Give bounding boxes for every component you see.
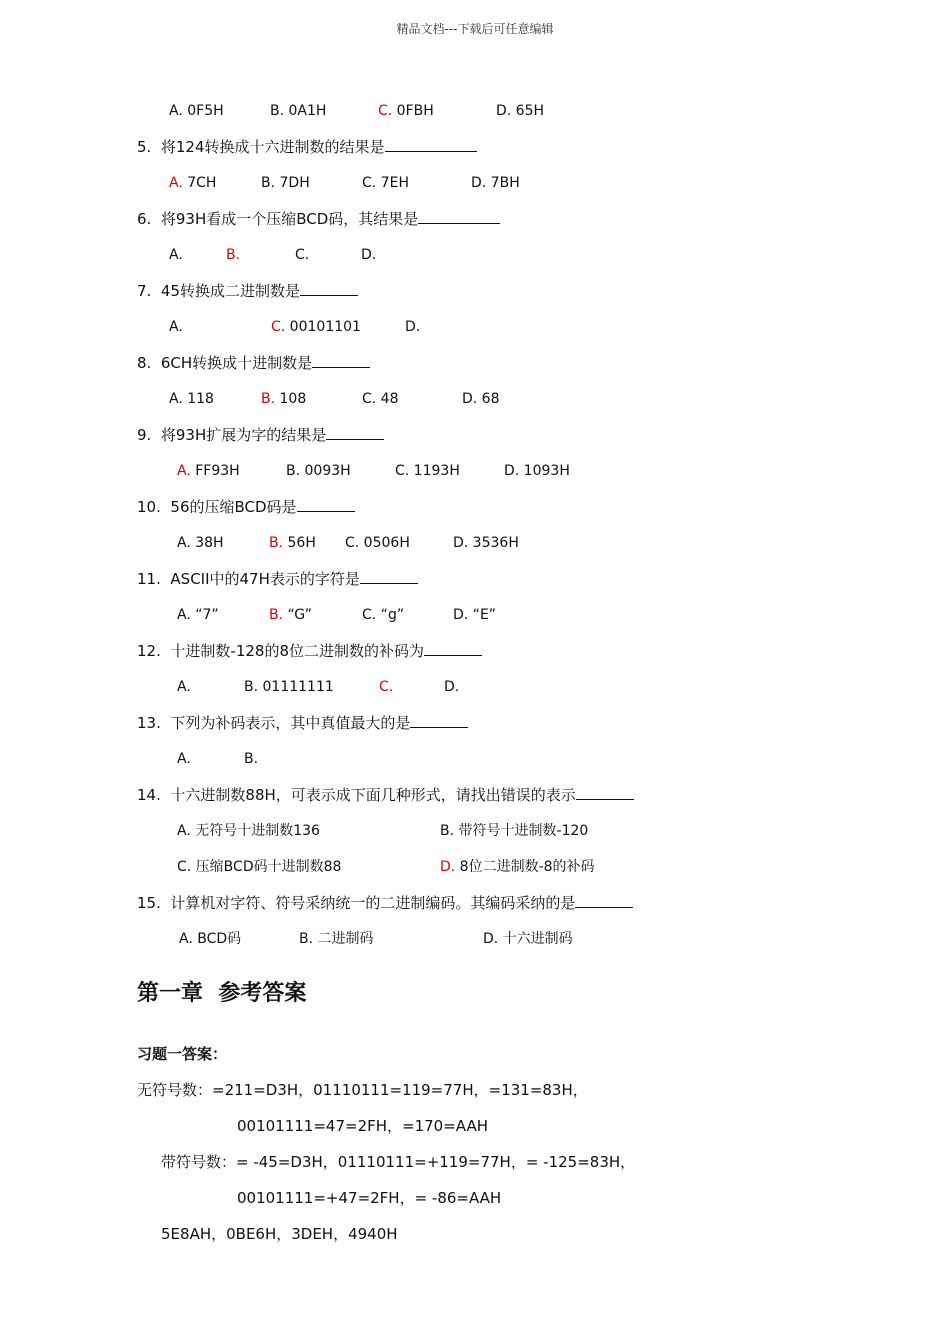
option-text: 7BH xyxy=(486,175,520,191)
question-number: 14. xyxy=(137,786,171,804)
option-letter: D. xyxy=(496,103,512,119)
answer-line: 00101111=47=2FH，=170=AAH xyxy=(237,1117,489,1135)
option xyxy=(271,317,361,337)
question-5 xyxy=(137,137,477,157)
option xyxy=(177,749,191,769)
chapter-title: 第一章 参考答案 xyxy=(137,981,307,1006)
option-letter: A. xyxy=(179,931,193,947)
option-text: 3536H xyxy=(468,535,519,551)
option xyxy=(453,533,519,553)
question-number: 13. xyxy=(137,714,171,732)
option-letter: C. xyxy=(362,391,377,407)
option-text: 108 xyxy=(275,391,307,407)
option-letter: B. xyxy=(244,679,259,695)
option-letter: D. xyxy=(440,859,456,875)
option-letter: D. xyxy=(483,931,499,947)
option xyxy=(169,245,183,265)
option xyxy=(405,317,420,337)
answer-blank xyxy=(576,785,634,800)
option xyxy=(177,821,320,841)
option-text: 0506H xyxy=(359,535,410,551)
answer-blank xyxy=(424,641,482,656)
option-text: 7DH xyxy=(275,175,310,191)
option-letter: D. xyxy=(504,463,520,479)
answer-line: 00101111=+47=2FH，= -86=AAH xyxy=(237,1189,502,1207)
option xyxy=(286,461,351,481)
question-number: 10. xyxy=(137,498,171,516)
option-text: 无符号十进制数136 xyxy=(190,823,320,839)
option-letter: A. xyxy=(169,103,183,119)
option-text: FF93H xyxy=(190,463,240,479)
option xyxy=(295,245,309,265)
option xyxy=(226,245,240,265)
option xyxy=(270,101,326,121)
option-text: “E” xyxy=(468,607,497,623)
option-text: 1193H xyxy=(409,463,460,479)
option xyxy=(379,677,393,697)
option-text: “7” xyxy=(190,607,219,623)
option-text: 7CH xyxy=(182,175,217,191)
option-text: 56H xyxy=(283,535,316,551)
option-text: 118 xyxy=(182,391,214,407)
question-6 xyxy=(137,209,500,229)
option xyxy=(378,101,434,121)
question-text: ASCII中的47H表示的字符是 xyxy=(170,570,360,588)
option xyxy=(471,173,520,193)
option xyxy=(462,389,500,409)
option xyxy=(177,533,224,553)
question-number: 15. xyxy=(137,894,171,912)
option xyxy=(177,461,240,481)
answer-blank xyxy=(418,209,500,224)
option-text: 8位二进制数-8的补码 xyxy=(455,859,595,875)
answer-blank xyxy=(575,893,633,908)
option xyxy=(361,245,376,265)
answer-blank xyxy=(410,713,468,728)
option xyxy=(177,605,219,625)
option-text: 0A1H xyxy=(284,103,327,119)
option xyxy=(177,677,191,697)
option-text: 0F5H xyxy=(182,103,224,119)
option xyxy=(169,389,214,409)
option-letter: B. xyxy=(440,823,455,839)
option-letter: B. xyxy=(270,103,285,119)
option xyxy=(169,317,183,337)
question-text: 45转换成二进制数是 xyxy=(160,282,300,300)
question-text: 下列为补码表示，其中真值最大的是 xyxy=(170,714,411,732)
question-text: 十六进制数88H，可表示成下面几种形式，请找出错误的表示 xyxy=(170,786,576,804)
question-text: 将124转换成十六进制数的结果是 xyxy=(160,138,385,156)
option-text: BCD码 xyxy=(192,931,242,947)
option-letter: C. xyxy=(378,103,393,119)
option xyxy=(440,857,595,877)
option-letter: C. xyxy=(345,535,360,551)
option-letter: D. xyxy=(444,679,460,695)
question-10 xyxy=(137,497,355,517)
option xyxy=(345,533,410,553)
option-letter: A. xyxy=(177,751,191,767)
option-letter: A. xyxy=(177,535,191,551)
question-13 xyxy=(137,713,468,733)
answer-line: 5E8AH，0BE6H，3DEH，4940H xyxy=(161,1225,398,1243)
option-letter: D. xyxy=(471,175,487,191)
question-9 xyxy=(137,425,384,445)
question-14 xyxy=(137,785,634,805)
option xyxy=(362,173,409,193)
answer-blank xyxy=(360,569,418,584)
option-text: 二进制码 xyxy=(313,931,374,947)
option xyxy=(504,461,570,481)
answer-line: 无符号数：=211=D3H，01110111=119=77H，=131=83H， xyxy=(137,1081,588,1099)
option-text: 68 xyxy=(477,391,500,407)
option xyxy=(261,173,310,193)
question-number: 11. xyxy=(137,570,171,588)
question-number: 7. xyxy=(137,282,161,300)
answer-blank xyxy=(385,137,477,152)
question-text: 6CH转换成十进制数是 xyxy=(160,354,313,372)
option-letter: A. xyxy=(169,391,183,407)
page-header: 精品文档---下载后可任意编辑 xyxy=(396,22,554,36)
option-text: 0093H xyxy=(300,463,351,479)
question-number: 6. xyxy=(137,210,161,228)
question-12 xyxy=(137,641,482,661)
option-text: 0FBH xyxy=(392,103,434,119)
option xyxy=(169,101,224,121)
question-text: 十进制数-128的8位二进制数的补码为 xyxy=(170,642,424,660)
option xyxy=(496,101,544,121)
section-title: 习题一答案： xyxy=(137,1045,228,1063)
option-letter: B. xyxy=(261,391,276,407)
question-text: 计算机对字符、符号采纳统一的二进制编码。其编码采纳的是 xyxy=(170,894,576,912)
option-letter: B. xyxy=(269,607,284,623)
option xyxy=(269,605,312,625)
option-letter: B. xyxy=(269,535,284,551)
question-number: 12. xyxy=(137,642,171,660)
option-letter: A. xyxy=(177,607,191,623)
option xyxy=(179,929,241,949)
option-text: 38H xyxy=(190,535,224,551)
option-letter: A. xyxy=(169,175,183,191)
option-letter: C. xyxy=(395,463,410,479)
option-letter: C. xyxy=(271,319,286,335)
option xyxy=(440,821,588,841)
option-letter: B. xyxy=(299,931,314,947)
question-number: 5. xyxy=(137,138,161,156)
option-letter: A. xyxy=(177,463,191,479)
answer-blank xyxy=(326,425,384,440)
question-11 xyxy=(137,569,418,589)
option-letter: A. xyxy=(169,319,183,335)
option-letter: C. xyxy=(295,247,310,263)
option xyxy=(261,389,306,409)
option-letter: C. xyxy=(379,679,394,695)
question-text: 将93H扩展为字的结果是 xyxy=(160,426,327,444)
option-text: 压缩BCD码十进制数88 xyxy=(191,859,342,875)
option-letter: B. xyxy=(286,463,301,479)
option-text: 00101101 xyxy=(285,319,361,335)
option-letter: B. xyxy=(244,751,259,767)
option-letter: C. xyxy=(362,607,377,623)
option-letter: A. xyxy=(177,679,191,695)
option-letter: B. xyxy=(226,247,241,263)
option xyxy=(169,173,216,193)
question-15 xyxy=(137,893,633,913)
option-letter: A. xyxy=(177,823,191,839)
option-text: 1093H xyxy=(519,463,570,479)
question-text: 将93H看成一个压缩BCD码，其结果是 xyxy=(160,210,419,228)
option-text: “g” xyxy=(376,607,405,623)
option-text: 48 xyxy=(376,391,399,407)
option xyxy=(483,929,573,949)
option-text: 01111111 xyxy=(258,679,334,695)
question-number: 8. xyxy=(137,354,161,372)
option xyxy=(395,461,460,481)
option-text: “G” xyxy=(283,607,313,623)
option-letter: D. xyxy=(405,319,421,335)
option-text: 7EH xyxy=(376,175,409,191)
option xyxy=(362,605,404,625)
question-text: 56的压缩BCD码是 xyxy=(170,498,297,516)
option-text: 带符号十进制数-120 xyxy=(454,823,589,839)
question-number: 9. xyxy=(137,426,161,444)
question-8 xyxy=(137,353,370,373)
option-letter: B. xyxy=(261,175,276,191)
option xyxy=(362,389,399,409)
option xyxy=(244,677,334,697)
option-text: 十六进制码 xyxy=(498,931,573,947)
answer-blank xyxy=(300,281,358,296)
option xyxy=(453,605,496,625)
option-letter: D. xyxy=(462,391,478,407)
option-letter: A. xyxy=(169,247,183,263)
question-7 xyxy=(137,281,358,301)
option-letter: C. xyxy=(362,175,377,191)
option-letter: D. xyxy=(453,535,469,551)
answer-blank xyxy=(312,353,370,368)
option xyxy=(444,677,459,697)
option-letter: D. xyxy=(453,607,469,623)
option-text: 65H xyxy=(511,103,545,119)
option-letter: D. xyxy=(361,247,377,263)
option-letter: C. xyxy=(177,859,192,875)
option xyxy=(177,857,341,877)
option xyxy=(269,533,316,553)
option xyxy=(299,929,374,949)
option xyxy=(244,749,258,769)
answer-line: 带符号数：= -45=D3H，01110111=+119=77H，= -125=83H， xyxy=(161,1153,636,1171)
answer-blank xyxy=(297,497,355,512)
